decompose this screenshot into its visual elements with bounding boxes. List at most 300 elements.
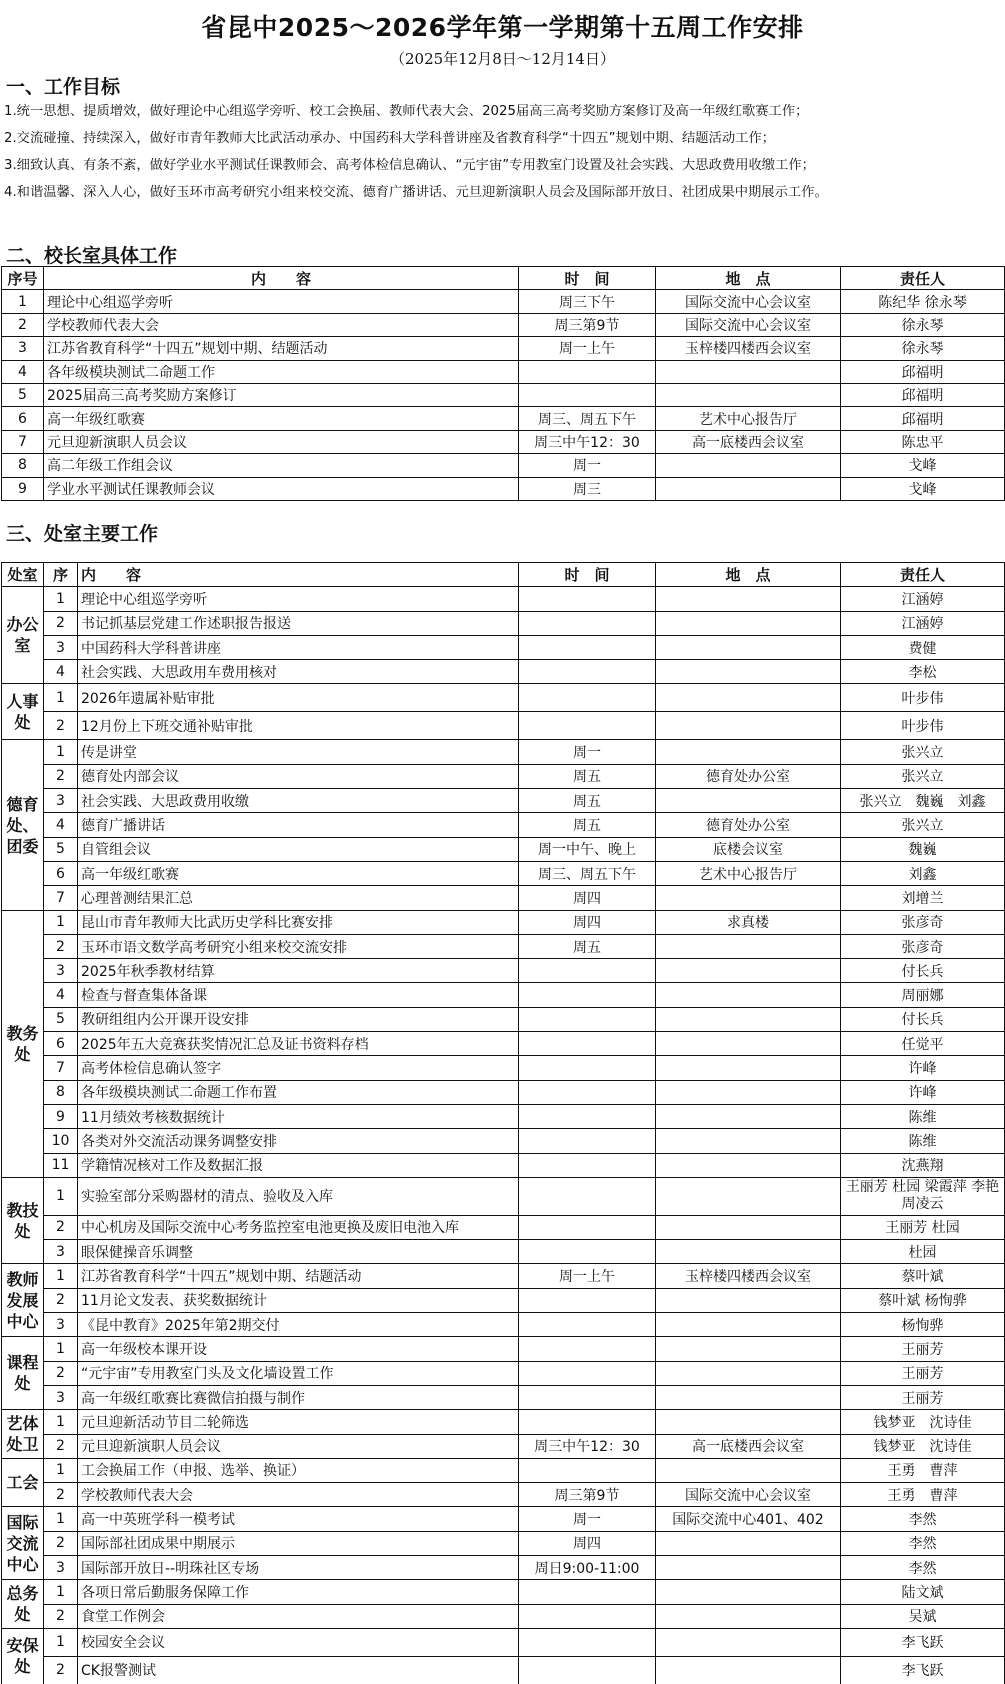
row-number: 2 [44, 1434, 78, 1458]
task-person: 邱福明 [841, 407, 1005, 430]
task-person: 钱梦亚 沈诗佳 [841, 1434, 1005, 1458]
task-time [519, 611, 656, 635]
table-row [2, 1410, 1005, 1434]
task-content: 11月论文发表、获奖数据统计 [78, 1288, 519, 1312]
row-number: 8 [44, 1080, 78, 1104]
column-header: 时 间 [519, 563, 656, 587]
task-person: 付长兵 [841, 959, 1005, 983]
row-number: 2 [44, 1483, 78, 1507]
task-person: 蔡叶斌 杨恂骅 [841, 1288, 1005, 1312]
task-person: 魏巍 [841, 837, 1005, 861]
row-number: 1 [2, 290, 44, 313]
table-row [2, 789, 1005, 813]
table-row [2, 910, 1005, 934]
task-person: 叶步伟 [841, 684, 1005, 712]
task-content: 社会实践、大思政费用收缴 [78, 789, 519, 813]
task-time: 周三第9节 [519, 313, 656, 336]
row-number: 1 [44, 910, 78, 934]
task-time: 周三 [519, 477, 656, 500]
table-row [2, 886, 1005, 910]
task-content: 学业水平测试任课教师会议 [44, 477, 519, 500]
table-row [2, 430, 1005, 453]
task-person: 王丽芳 [841, 1337, 1005, 1361]
task-person: 徐永琴 [841, 313, 1005, 336]
task-person: 吴斌 [841, 1604, 1005, 1628]
row-number: 1 [44, 1264, 78, 1288]
task-time [519, 1056, 656, 1080]
row-number: 3 [44, 959, 78, 983]
task-person: 张彦奇 [841, 910, 1005, 934]
task-place [656, 1410, 841, 1434]
task-person: 刘鑫 [841, 861, 1005, 885]
task-place [656, 789, 841, 813]
task-time: 周日9:00-11:00 [519, 1555, 656, 1579]
task-time [519, 587, 656, 611]
task-time [519, 684, 656, 712]
task-time [519, 1129, 656, 1153]
task-person: 沈燕翔 [841, 1153, 1005, 1177]
task-place [656, 1313, 841, 1337]
task-place [656, 1153, 841, 1177]
column-header: 地 点 [656, 267, 841, 290]
task-person: 陆文斌 [841, 1580, 1005, 1604]
task-person: 王勇 曹萍 [841, 1458, 1005, 1482]
row-number: 7 [44, 886, 78, 910]
task-person: 陈忠平 [841, 430, 1005, 453]
table-row [2, 837, 1005, 861]
task-place [656, 1555, 841, 1579]
task-time [519, 1458, 656, 1482]
row-number: 1 [44, 684, 78, 712]
table-row [2, 1656, 1005, 1684]
task-content: 国际部社团成果中期展示 [78, 1531, 519, 1555]
row-number: 2 [44, 712, 78, 740]
task-time: 周四 [519, 1531, 656, 1555]
task-time [519, 1313, 656, 1337]
goal-item: 3.细致认真、有条不紊，做好学业水平测试任课教师会、高考体检信息确认、“元宇宙”专用教室门设置及社会实践、大思政费用收缴工作； [4, 158, 815, 173]
task-place [656, 1056, 841, 1080]
task-time [519, 635, 656, 659]
task-time: 周三、周五下午 [519, 407, 656, 430]
task-person: 许峰 [841, 1056, 1005, 1080]
table-row [2, 1177, 1005, 1215]
row-number: 3 [44, 1385, 78, 1409]
task-content: 工会换届工作（申报、选举、换证） [78, 1458, 519, 1482]
row-number: 9 [2, 477, 44, 500]
column-header: 内 容 [44, 267, 519, 290]
task-content: 各年级模块测试二命题工作 [44, 360, 519, 383]
task-place: 求真楼 [656, 910, 841, 934]
task-time [519, 360, 656, 383]
task-place [656, 1240, 841, 1264]
task-content: 12月份上下班交通补贴审批 [78, 712, 519, 740]
task-place [656, 983, 841, 1007]
task-content: 《昆中教育》2025年第2期交付 [78, 1313, 519, 1337]
table-row [2, 861, 1005, 885]
task-person: 陈维 [841, 1104, 1005, 1128]
department-name: 教务处 [2, 910, 44, 1177]
task-place [656, 360, 841, 383]
task-content: 校园安全会议 [78, 1628, 519, 1656]
row-number: 3 [2, 337, 44, 360]
task-place [656, 1361, 841, 1385]
task-place [656, 611, 841, 635]
task-time [519, 1656, 656, 1684]
row-number: 4 [44, 660, 78, 684]
task-content: 高二年级工作组会议 [44, 454, 519, 477]
task-content: 江苏省教育科学“十四五”规划中期、结题活动 [44, 337, 519, 360]
task-place: 国际交流中心会议室 [656, 1483, 841, 1507]
task-place: 高一底楼西会议室 [656, 1434, 841, 1458]
row-number: 7 [2, 430, 44, 453]
task-content: 学校教师代表大会 [44, 313, 519, 336]
task-time [519, 1337, 656, 1361]
table-row [2, 383, 1005, 406]
row-number: 9 [44, 1104, 78, 1128]
row-number: 2 [44, 1288, 78, 1312]
table-row [2, 1361, 1005, 1385]
task-time: 周一上午 [519, 1264, 656, 1288]
task-content: 昆山市青年教师大比武历史学科比赛安排 [78, 910, 519, 934]
row-number: 3 [44, 635, 78, 659]
table-row [2, 1458, 1005, 1482]
task-place [656, 1656, 841, 1684]
goal-item: 2.交流碰撞、持续深入，做好市青年教师大比武活动承办、中国药科大学科普讲座及省教育科学“十四五”规划中期、结题活动工作； [4, 131, 776, 146]
task-content: 2025年秋季教材结算 [78, 959, 519, 983]
task-place [656, 1104, 841, 1128]
task-place: 德育处办公室 [656, 764, 841, 788]
date-range: （2025年12月8日～12月14日） [390, 50, 615, 68]
row-number: 5 [2, 383, 44, 406]
task-time [519, 1215, 656, 1239]
table-row [2, 684, 1005, 712]
task-time [519, 959, 656, 983]
section2-heading: 二、校长室具体工作 [6, 245, 178, 267]
department-name: 教技处 [2, 1177, 44, 1264]
task-person: 张兴立 [841, 764, 1005, 788]
task-person: 周丽娜 [841, 983, 1005, 1007]
table-row [2, 313, 1005, 336]
row-number: 1 [44, 1507, 78, 1531]
task-place [656, 886, 841, 910]
task-content: 高考体检信息确认签字 [78, 1056, 519, 1080]
task-time: 周一中午、晚上 [519, 837, 656, 861]
table-row [2, 934, 1005, 958]
row-number: 1 [44, 1628, 78, 1656]
task-content: 2025届高三高考奖励方案修订 [44, 383, 519, 406]
principal-office-table [1, 266, 1005, 501]
task-place [656, 934, 841, 958]
task-person: 王丽芳 [841, 1361, 1005, 1385]
row-number: 7 [44, 1056, 78, 1080]
table-row [2, 1337, 1005, 1361]
department-name: 安保处 [2, 1628, 44, 1684]
task-time: 周三下午 [519, 290, 656, 313]
task-place: 艺术中心报告厅 [656, 861, 841, 885]
task-place [656, 1628, 841, 1656]
task-place: 德育处办公室 [656, 813, 841, 837]
page-title: 省昆中2025～2026学年第一学期第十五周工作安排 [201, 13, 804, 42]
row-number: 2 [44, 1656, 78, 1684]
task-person: 邱福明 [841, 383, 1005, 406]
task-content: 社会实践、大思政用车费用核对 [78, 660, 519, 684]
department-name: 工会 [2, 1458, 44, 1507]
section1-heading: 一、工作目标 [6, 76, 121, 98]
row-number: 6 [2, 407, 44, 430]
row-number: 3 [44, 1313, 78, 1337]
table-row [2, 1129, 1005, 1153]
task-content: 元旦迎新活动节目二轮筛选 [78, 1410, 519, 1434]
row-number: 3 [44, 1555, 78, 1579]
task-time: 周一 [519, 740, 656, 764]
table-row [2, 454, 1005, 477]
departments-table [1, 562, 1005, 1684]
task-place [656, 1604, 841, 1628]
task-place [656, 684, 841, 712]
task-time [519, 1288, 656, 1312]
task-person: 蔡叶斌 [841, 1264, 1005, 1288]
task-person: 徐永琴 [841, 337, 1005, 360]
task-person: 张兴立 魏巍 刘鑫 [841, 789, 1005, 813]
task-place: 国际交流中心401、402 [656, 1507, 841, 1531]
task-time [519, 1240, 656, 1264]
task-place: 高一底楼西会议室 [656, 430, 841, 453]
task-person: 许峰 [841, 1080, 1005, 1104]
task-place: 玉梓楼四楼西会议室 [656, 337, 841, 360]
row-number: 2 [44, 611, 78, 635]
task-place [656, 1288, 841, 1312]
table-row [2, 1531, 1005, 1555]
table-row [2, 635, 1005, 659]
table-row [2, 1604, 1005, 1628]
task-place [656, 660, 841, 684]
row-number: 1 [44, 1458, 78, 1482]
department-name: 人事处 [2, 684, 44, 740]
task-person: 张兴立 [841, 813, 1005, 837]
task-content: 检查与督查集体备课 [78, 983, 519, 1007]
task-time [519, 983, 656, 1007]
task-person: 张彦奇 [841, 934, 1005, 958]
task-time [519, 1580, 656, 1604]
task-place: 艺术中心报告厅 [656, 407, 841, 430]
table-row [2, 337, 1005, 360]
row-number: 1 [44, 1580, 78, 1604]
row-number: 1 [44, 587, 78, 611]
task-place [656, 1580, 841, 1604]
task-time: 周五 [519, 764, 656, 788]
table-row [2, 1104, 1005, 1128]
department-name: 德育处、团委 [2, 740, 44, 910]
row-number: 2 [44, 1604, 78, 1628]
task-place [656, 454, 841, 477]
task-place [656, 1458, 841, 1482]
task-time: 周三、周五下午 [519, 861, 656, 885]
task-content: 高一年级红歌赛比赛微信拍摄与制作 [78, 1385, 519, 1409]
task-content: 高一年级校本课开设 [78, 1337, 519, 1361]
task-place [656, 712, 841, 740]
task-time: 周五 [519, 934, 656, 958]
table-row [2, 1434, 1005, 1458]
task-content: 中心机房及国际交流中心考务监控室电池更换及废旧电池入库 [78, 1215, 519, 1239]
task-content: 高一年级红歌赛 [44, 407, 519, 430]
department-name: 教师发展中心 [2, 1264, 44, 1337]
table-row [2, 983, 1005, 1007]
task-person: 李松 [841, 660, 1005, 684]
task-place [656, 1531, 841, 1555]
task-content: 食堂工作例会 [78, 1604, 519, 1628]
department-name: 课程处 [2, 1337, 44, 1410]
table-row [2, 1313, 1005, 1337]
task-place [656, 1007, 841, 1031]
task-place [656, 740, 841, 764]
task-content: 传是讲堂 [78, 740, 519, 764]
task-content: 玉环市语文数学高考研究小组来校交流安排 [78, 934, 519, 958]
task-place [656, 1215, 841, 1239]
task-person: 任觉平 [841, 1032, 1005, 1056]
task-person: 江涵婷 [841, 587, 1005, 611]
task-content: CK报警测试 [78, 1656, 519, 1684]
task-content: 眼保健操音乐调整 [78, 1240, 519, 1264]
task-content: 实验室部分采购器材的清点、验收及入库 [78, 1177, 519, 1215]
task-content: “元宇宙”专用教室门头及文化墙设置工作 [78, 1361, 519, 1385]
task-person: 王勇 曹萍 [841, 1483, 1005, 1507]
task-time [519, 1080, 656, 1104]
task-time: 周四 [519, 910, 656, 934]
row-number: 2 [44, 1361, 78, 1385]
task-content: 2026年遗属补贴审批 [78, 684, 519, 712]
row-number: 3 [44, 789, 78, 813]
table-row [2, 407, 1005, 430]
task-place [656, 1177, 841, 1215]
row-number: 2 [44, 1531, 78, 1555]
task-time [519, 1604, 656, 1628]
department-name: 办公室 [2, 587, 44, 684]
task-content: 江苏省教育科学“十四五”规划中期、结题活动 [78, 1264, 519, 1288]
column-header: 序号 [2, 267, 44, 290]
row-number: 11 [44, 1153, 78, 1177]
task-place [656, 1032, 841, 1056]
task-place [656, 477, 841, 500]
task-content: 2025年五大竞赛获奖情况汇总及证书资料存档 [78, 1032, 519, 1056]
task-content: 自管组会议 [78, 837, 519, 861]
row-number: 3 [44, 1240, 78, 1264]
task-person: 李然 [841, 1531, 1005, 1555]
task-time: 周一上午 [519, 337, 656, 360]
goal-item: 4.和谐温馨、深入人心，做好玉环市高考研究小组来校交流、德育广播讲话、元旦迎新演职人员会及国际部开放日、社团成果中期展示工作。 [4, 185, 828, 200]
task-time [519, 1153, 656, 1177]
task-place [656, 587, 841, 611]
task-person: 李飞跃 [841, 1656, 1005, 1684]
table-row [2, 290, 1005, 313]
task-time: 周一 [519, 1507, 656, 1531]
row-number: 2 [44, 764, 78, 788]
task-content: 教研组组内公开课开设安排 [78, 1007, 519, 1031]
table-row [2, 764, 1005, 788]
task-time [519, 712, 656, 740]
task-place: 底楼会议室 [656, 837, 841, 861]
table-row [2, 1215, 1005, 1239]
task-person: 邱福明 [841, 360, 1005, 383]
goals-list [4, 98, 1004, 206]
table-row [2, 1580, 1005, 1604]
table-row [2, 712, 1005, 740]
task-content: 学籍情况核对工作及数据汇报 [78, 1153, 519, 1177]
task-content: 书记抓基层党建工作述职报告报送 [78, 611, 519, 635]
task-content: 各类对外交流活动课务调整安排 [78, 1129, 519, 1153]
row-number: 2 [2, 313, 44, 336]
task-person: 叶步伟 [841, 712, 1005, 740]
task-time: 周三第9节 [519, 1483, 656, 1507]
table-row [2, 959, 1005, 983]
task-person: 李然 [841, 1507, 1005, 1531]
row-number: 4 [44, 813, 78, 837]
table-row [2, 1507, 1005, 1531]
task-time [519, 1628, 656, 1656]
task-person: 杨恂骅 [841, 1313, 1005, 1337]
column-header: 内 容 [78, 563, 519, 587]
task-place: 国际交流中心会议室 [656, 290, 841, 313]
row-number: 8 [2, 454, 44, 477]
table-row [2, 611, 1005, 635]
task-time: 周一 [519, 454, 656, 477]
table-row [2, 477, 1005, 500]
column-header: 地 点 [656, 563, 841, 587]
task-person: 李飞跃 [841, 1628, 1005, 1656]
task-place [656, 1385, 841, 1409]
row-number: 5 [44, 837, 78, 861]
task-person: 钱梦亚 沈诗佳 [841, 1410, 1005, 1434]
task-person: 陈纪华 徐永琴 [841, 290, 1005, 313]
task-person: 陈维 [841, 1129, 1005, 1153]
table-row [2, 740, 1005, 764]
table-row [2, 1240, 1005, 1264]
table-row [2, 1032, 1005, 1056]
task-time [519, 1385, 656, 1409]
task-time [519, 1104, 656, 1128]
task-place [656, 1080, 841, 1104]
row-number: 6 [44, 1032, 78, 1056]
row-number: 4 [2, 360, 44, 383]
task-content: 高一中英班学科一模考试 [78, 1507, 519, 1531]
goal-item: 1.统一思想、提质增效，做好理论中心组巡学旁听、校工会换届、教师代表大会、2025届高三高考奖励方案修订及高一年级红歌赛工作； [4, 104, 809, 119]
row-number: 1 [44, 1177, 78, 1215]
task-content: 理论中心组巡学旁听 [78, 587, 519, 611]
task-person: 费健 [841, 635, 1005, 659]
row-number: 1 [44, 1410, 78, 1434]
task-time: 周四 [519, 886, 656, 910]
task-time: 周三中午12：30 [519, 430, 656, 453]
task-content: 心理普测结果汇总 [78, 886, 519, 910]
column-header: 责任人 [841, 267, 1005, 290]
table-row [2, 587, 1005, 611]
table-row [2, 813, 1005, 837]
department-name: 国际交流中心 [2, 1507, 44, 1580]
task-place: 玉梓楼四楼西会议室 [656, 1264, 841, 1288]
table-row [2, 1483, 1005, 1507]
task-person: 江涵婷 [841, 611, 1005, 635]
task-person: 戈峰 [841, 477, 1005, 500]
task-time [519, 1410, 656, 1434]
column-header: 时 间 [519, 267, 656, 290]
task-content: 德育广播讲话 [78, 813, 519, 837]
table-row [2, 1555, 1005, 1579]
task-content: 各项日常后勤服务保障工作 [78, 1580, 519, 1604]
task-time [519, 1177, 656, 1215]
task-time: 周五 [519, 813, 656, 837]
table-row [2, 1385, 1005, 1409]
row-number: 5 [44, 1007, 78, 1031]
column-header: 处室 [2, 563, 44, 587]
